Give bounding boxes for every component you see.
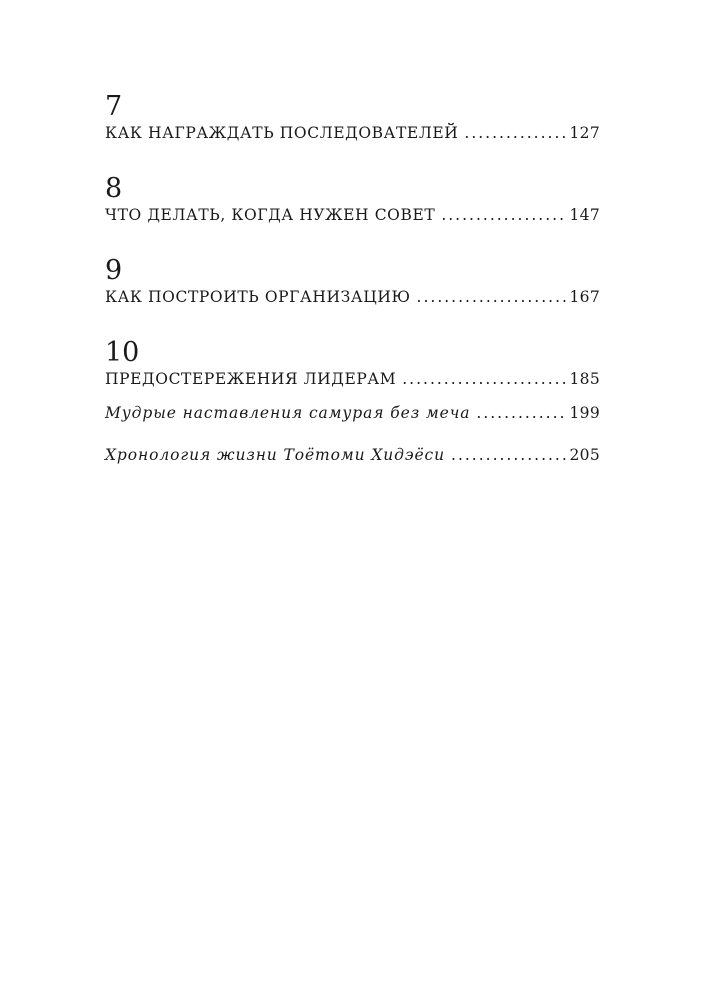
toc-entry xyxy=(105,122,600,144)
page-number: 127 xyxy=(569,124,600,142)
toc-chapter-9 xyxy=(105,256,600,308)
toc-chapter-8 xyxy=(105,174,600,226)
page-number: 185 xyxy=(569,370,600,388)
toc-chapter-10 xyxy=(105,338,600,390)
chapter-title: КАК ПОСТРОИТЬ ОРГАНИЗАЦИЮ xyxy=(105,288,411,306)
chapter-number: 8 xyxy=(105,173,123,204)
page-number: 167 xyxy=(569,288,600,306)
appendix-title: Хронология жизни Тоётоми Хидэёси xyxy=(105,446,446,464)
chapter-title: КАК НАГРАЖДАТЬ ПОСЛЕДОВАТЕЛЕЙ xyxy=(105,124,459,142)
dot-leader xyxy=(476,402,565,424)
chapter-title: ПРЕДОСТЕРЕЖЕНИЯ ЛИДЕРАМ xyxy=(105,370,397,388)
chapter-number: 7 xyxy=(105,91,123,122)
toc-entry xyxy=(105,204,600,226)
toc-appendix-entry xyxy=(105,444,600,466)
table-of-contents xyxy=(105,92,600,486)
dot-leader xyxy=(417,286,566,308)
toc-chapter-7 xyxy=(105,92,600,144)
page-number: 147 xyxy=(569,206,600,224)
toc-appendix-entry xyxy=(105,402,600,424)
chapter-title: ЧТО ДЕЛАТЬ, КОГДА НУЖЕН СОВЕТ xyxy=(105,206,436,224)
chapter-number: 10 xyxy=(105,337,140,368)
dot-leader xyxy=(451,444,565,466)
dot-leader xyxy=(464,122,565,144)
dot-leader xyxy=(402,368,565,390)
dot-leader xyxy=(441,204,565,226)
page-number: 205 xyxy=(569,446,600,464)
appendix-title: Мудрые наставления самурая без меча xyxy=(105,404,471,422)
chapter-number: 9 xyxy=(105,255,123,286)
toc-entry xyxy=(105,286,600,308)
toc-entry xyxy=(105,368,600,390)
page-number: 199 xyxy=(569,404,600,422)
